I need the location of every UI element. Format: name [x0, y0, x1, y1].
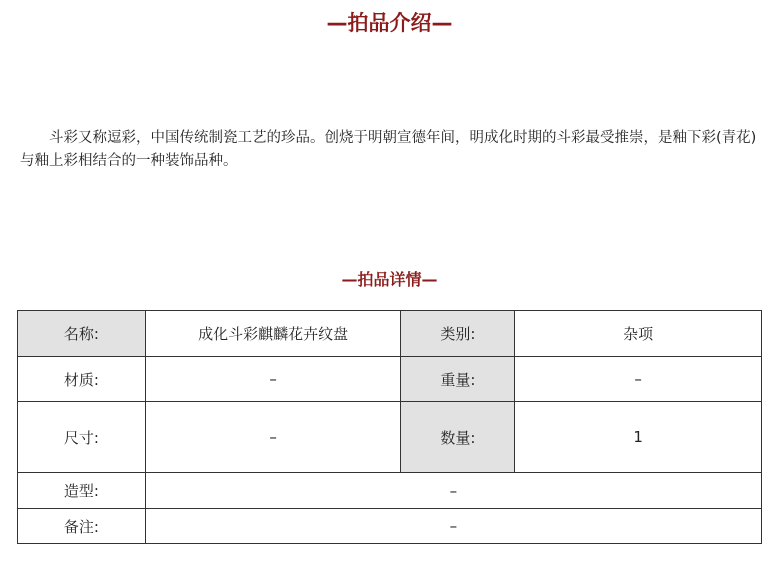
shape-label: 造型:: [18, 473, 146, 509]
remark-value: –: [145, 509, 761, 544]
intro-paragraph: 斗彩又称逗彩，中国传统制瓷工艺的珍品。创烧于明朝宣德年间，明成化时期的斗彩最受推崇，是釉下彩(青花)与釉上彩相结合的一种装饰品种。: [20, 130, 757, 169]
category-value: 杂项: [515, 311, 762, 357]
category-label: 类别:: [401, 311, 515, 357]
shape-value: –: [145, 473, 761, 509]
weight-label: 重量:: [401, 357, 515, 402]
material-label: 材质:: [18, 357, 146, 402]
material-value: –: [145, 357, 401, 402]
table-row: [18, 311, 762, 357]
table-row: [18, 357, 762, 402]
remark-label: 备注:: [18, 509, 146, 544]
table-row: [18, 402, 762, 473]
size-value: –: [145, 402, 401, 473]
name-value: 成化斗彩麒麟花卉纹盘: [145, 311, 401, 357]
size-label: 尺寸:: [18, 402, 146, 473]
weight-value: –: [515, 357, 762, 402]
details-section-title: —拍品详情—: [341, 270, 438, 289]
quantity-value: 1: [515, 402, 762, 473]
table-row: [18, 473, 762, 509]
details-table: [17, 310, 762, 544]
table-row: [18, 509, 762, 544]
intro-section-title: —拍品介绍—: [326, 11, 453, 35]
quantity-label: 数量:: [401, 402, 515, 473]
name-label: 名称:: [18, 311, 146, 357]
